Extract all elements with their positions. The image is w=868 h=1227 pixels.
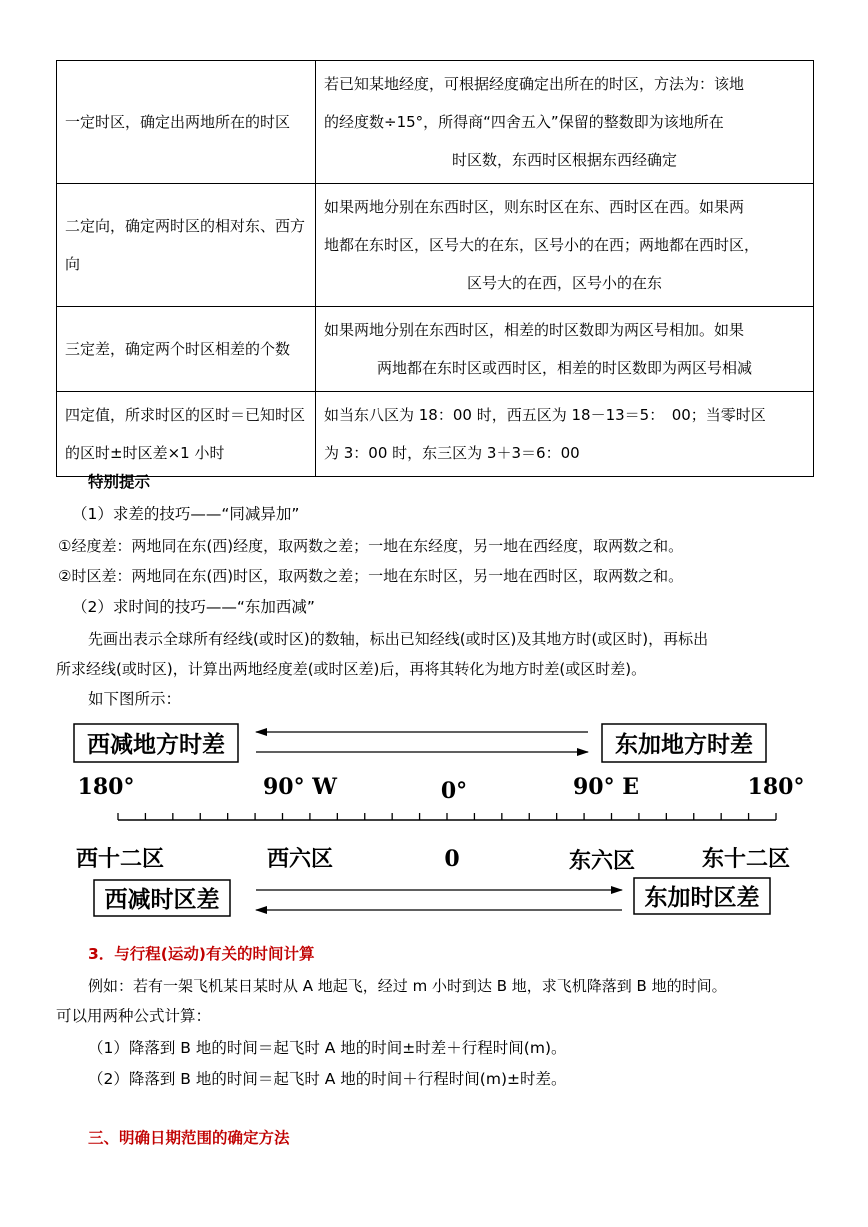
zone-label: 0 [444,846,460,872]
paragraph-line: 先画出表示全球所有经线(或时区)的数轴，标出已知经线(或时区)及其地方时(或区时)，再标出 [88,630,709,648]
longitude-label: 90° E [572,774,640,800]
east-add-local-box [602,724,766,762]
explanation-line: 两地都在东时区或西时区，相差的时区数即为两区号相减 [376,359,752,377]
table-row [57,307,814,392]
explanation-line: 为 3：00 时，东三区为 3＋3＝6：00 [324,444,580,462]
example-line: 例如：若有一架飞机某日某时从 A 地起飞，经过 m 小时到达 B 地，求飞机降落到 B 地的时间。 [88,977,727,995]
rule-explanation-cell [316,307,814,392]
explanation-line: 区号大的在西，区号小的在东 [466,274,662,292]
longitude-label: 180° [747,774,805,800]
section-heading: 3．与行程(运动)有关的时间计算 [88,945,315,963]
zone-label: 西十二区 [75,846,165,872]
box-label: 西减地方时差 [87,731,225,758]
explanation-line: 如果两地分别在东西时区，则东时区在东、西时区在西。如果两 [324,198,745,216]
west-subtract-zone-box [94,880,230,916]
number-axis [118,813,776,820]
example-line: 可以用两种公式计算： [56,1007,212,1025]
paragraph-line: 所求经线(或时区)，计算出两地经度差(或时区差)后，再将其转化为地方时差(或区时差)。 [56,660,647,678]
rule-explanation-cell [316,184,814,307]
tip-item: ②时区差：两地同在东(西)时区，取两数之差；一地在东时区，另一地在西时区，取两数之和。 [58,567,684,585]
table-row [57,184,814,307]
rule-explanation-cell [316,392,814,477]
explanation-line: 如果两地分别在东西时区，相差的时区数即为两区号相加。如果 [324,321,745,339]
explanation-line: 地都在东时区，区号大的在东，区号小的在西；两地都在西时区， [324,236,760,254]
box-label: 东加时区差 [644,884,760,911]
zone-label: 西六区 [266,846,334,872]
box-label: 东加地方时差 [615,731,753,758]
explanation-line: 时区数，东西时区根据东西经确定 [451,151,677,169]
table-row [57,61,814,184]
formula-line: （1）降落到 B 地的时间＝起飞时 A 地的时间±时差＋行程时间(m)。 [88,1039,567,1057]
explanation-line: 如当东八区为 18：00 时，西五区为 18－13＝5： 00；当零时区 [324,406,766,424]
explanation-line: 的经度数÷15°，所得商“四舍五入”保留的整数即为该地所在 [324,113,724,131]
tip-item: （2）求时间的技巧——“东加西减” [72,598,315,616]
rule-step-cell: 三定差，确定两个时区相差的个数 [57,307,316,392]
rule-step-cell: 一定时区，确定出两地所在的时区 [57,61,316,184]
figure-intro: 如下图所示： [88,690,182,708]
rule-step-cell: 四定值，所求时区的区时＝已知时区的区时±时区差×1 小时 [57,392,316,477]
explanation-line: 若已知某地经度，可根据经度确定出所在的时区，方法为：该地 [324,75,745,93]
longitude-label: 90° W [263,774,337,800]
zone-label: 东六区 [568,848,636,874]
tip-item: ①经度差：两地同在东(西)经度，取两数之差；一地在东经度，另一地在西经度，取两数之和。 [58,537,684,555]
rule-step-cell: 二定向，确定两时区的相对东、西方向 [57,184,316,307]
tip-item: （1）求差的技巧——“同减异加” [72,505,300,523]
table-row [57,392,814,477]
zone-label: 东十二区 [701,846,791,872]
rule-explanation-cell [316,61,814,184]
west-subtract-local-box [74,724,238,762]
formula-line: （2）降落到 B 地的时间＝起飞时 A 地的时间＋行程时间(m)±时差。 [88,1070,567,1088]
longitude-label: 0° [440,778,468,804]
time-zone-rules-table [56,60,814,477]
section-heading: 三、明确日期范围的确定方法 [88,1129,290,1147]
east-add-zone-box [634,878,770,914]
time-difference-diagram [56,712,816,924]
box-label: 西减时区差 [104,886,220,913]
tips-heading: 特别提示 [88,473,151,491]
longitude-label: 180° [77,774,135,800]
